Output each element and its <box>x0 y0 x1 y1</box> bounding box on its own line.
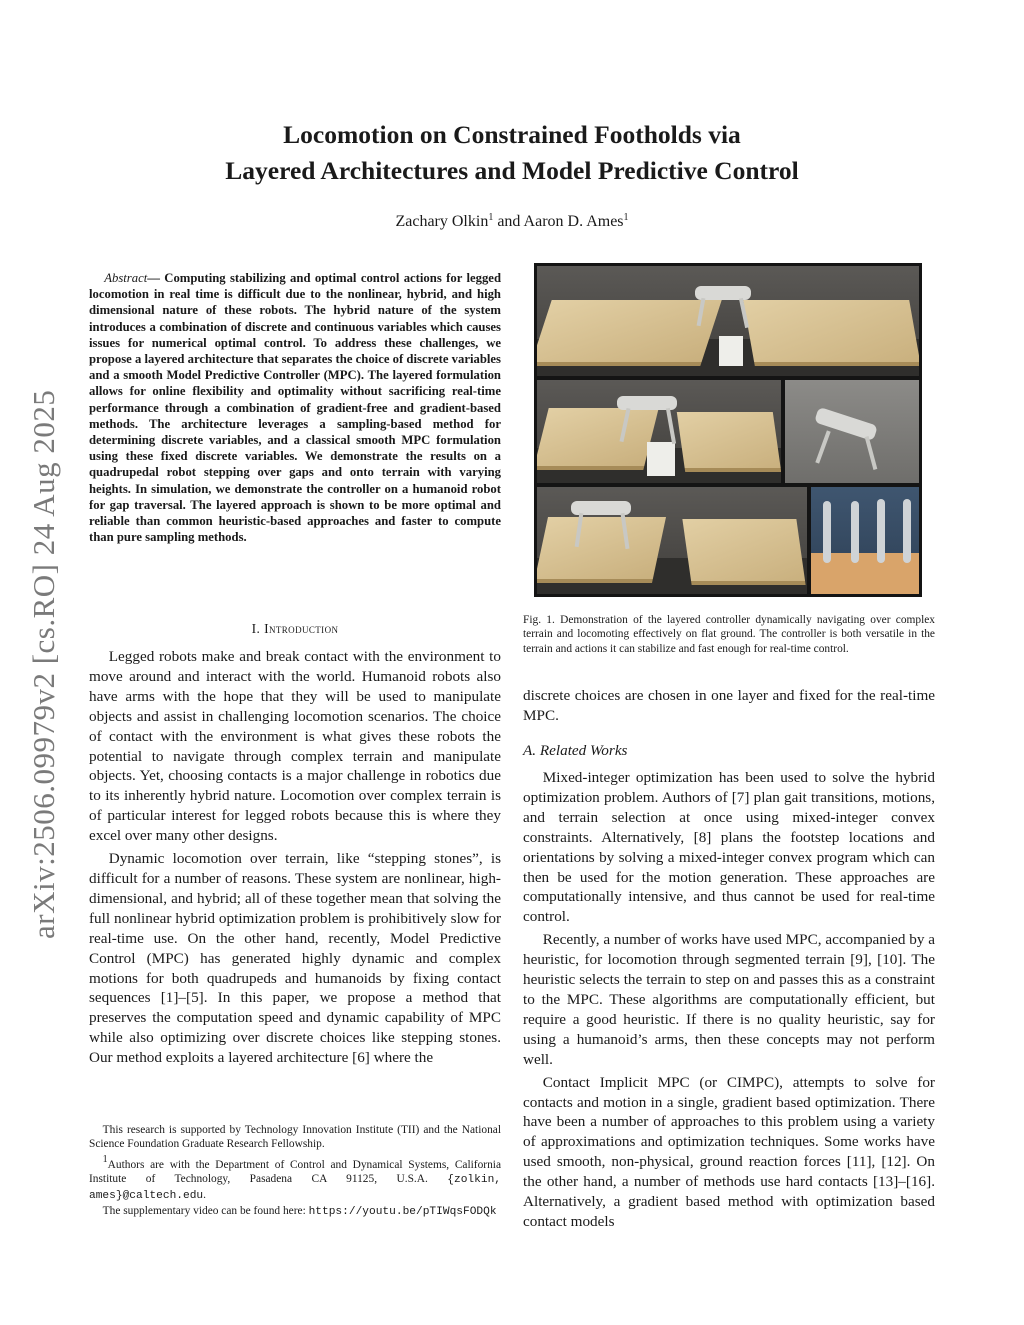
footnote-affiliation-end: . <box>203 1188 206 1201</box>
photo-quadruped-gap-traversal <box>537 487 807 594</box>
figure-1-caption: Fig. 1. Demonstration of the layered controller dynamically navigating over complex terrain and locomoting effectively on flat ground. The controller is both versatile in the terrain and actions it can stabilize and fast enough for real-time control. <box>523 614 935 655</box>
title-line-2: Layered Architectures and Model Predictive Control <box>225 156 799 185</box>
footnote-affiliation-text: Authors are with the Department of Control and Dynamical Systems, California Institute of Technology, Pasadena CA 91125, U.S.A. <box>89 1158 501 1186</box>
right-column-intro-continuation <box>523 686 935 729</box>
abstract-text: — Computing stabilizing and optimal control actions for legged locomotion in real time is difficult due to the nonlinear, hybrid, and high dimensional nature of these robots. The hybrid nature of the system introduces a combination of discrete and continuous variables which causes issues for numerical optimal control. To address these challenges, we propose a layered architecture that separates the choice of discrete variables and a smooth Model Predictive Controller (MPC). The layered formulation allows for online flexibility and optimality without sacrificing real-time performance through a combination of gradient-free and gradient-based methods. The architecture leverages a sampling-based method for determining discrete variables, and a classical smooth MPC formulation using these fixed discrete variables. We demonstrate the results on a quadrupedal robot stepping over gaps and onto terrain with varying heights. In simulation, we demonstrate the controller on a humanoid robot for gap traversal. The layered approach is shown to be more optimal and reliable than common heuristic-based approaches and faster to compute than pure sampling methods. <box>89 271 501 545</box>
paper-title <box>120 117 904 189</box>
footnote-video-text: The supplementary video can be found here: <box>102 1205 309 1218</box>
footnote-funding: This research is supported by Technology Innovation Institute (TII) and the National Science Foundation Graduate Research Fellowship. <box>89 1124 501 1151</box>
photo-quadruped-flat-ground <box>785 380 919 483</box>
related-works-body <box>523 768 935 1235</box>
related-works-paragraph-2: Recently, a number of works have used MPC, accompanied by a heuristic, for locomotion through segmented terrain [9], [10]. The heuristic selects the terrain to step on and passes this as a constraint to the MPC. These algorithms are computationally efficient, but require a good heuristic. If there is no quality heuristic, say for using a humanoid’s arms, then these concepts may not perform well. <box>523 931 935 1068</box>
footnote-video <box>89 1204 501 1219</box>
arxiv-identifier: arXiv:2506.09979v2 [cs.RO] 24 Aug 2025 <box>26 389 61 939</box>
photo-quadruped-step-up <box>537 380 781 483</box>
affiliation-mark: 1 <box>488 212 494 223</box>
related-works-paragraph-3: Contact Implicit MPC (or CIMPC), attempts to solve for contacts and motion in a single, gradient based optimization. There have been a number of approaches to this problem using a variety of approximations and optimization techniques. Some works have used smooth, non-physical, ground reaction forces [11], [12]. On the other hand, a number of methods use hard contacts [13]–[16]. Alternatively, a gradient based method with optimization based contact models <box>523 1073 935 1230</box>
footnote-mark: 1 <box>102 1153 108 1165</box>
figure-1-photo-collage <box>534 263 922 597</box>
abstract <box>89 270 501 545</box>
section-heading-introduction <box>89 621 501 637</box>
intro-paragraph-2: Dynamic locomotion over terrain, like “stepping stones”, is difficult for a number of reasons. These system are nonlinear, high-dimensional, and hybrid; all of these together mean that solving the full nonlinear hybrid optimization problem is prohibitively slow for real-time use. On the other hand, recently, Model Predictive Control (MPC) has generated highly dynamic and complex motions for both quadrupeds and humanoids by fixing contact sequences [1]–[5]. In this paper, we propose a method that preserves the computation speed and dynamic capability of MPC while also optimizing over discrete choices like stepping stones. Our method exploits a layered architecture [6] where the <box>89 850 501 1067</box>
footnotes <box>89 1123 501 1220</box>
author-list <box>120 212 904 231</box>
author-emails: {zolkin, ames}@caltech.edu <box>89 1174 501 1202</box>
video-link[interactable]: https://youtu.be/pTIWqsFODQk <box>308 1206 497 1219</box>
author-connector: and <box>493 213 524 230</box>
affiliation-mark: 1 <box>623 212 629 223</box>
intro-paragraph-1: Legged robots make and break contact with the environment to move around and interact with the world. Humanoid robots also have arms with the hope that they will be used to manipulate objects and assist in challenging locomotion scenarios. The choice of contact with the environment is what gives these robots the potential to navigate through complex terrain and manipulate objects. Yet, choosing contacts is a major challenge in robotics due to its inherently hybrid nature. Locomotion over complex terrain is of particular interest for legged robots because this is where they excel over many other designs. <box>89 648 501 845</box>
section-numeral: I. <box>251 621 265 636</box>
abstract-label: Abstract <box>104 271 148 285</box>
subsection-heading-related-works: A. Related Works <box>523 742 628 759</box>
photo-humanoid-simulation <box>811 487 919 594</box>
related-works-paragraph-1: Mixed-integer optimization has been used to solve the hybrid optimization problem. Authors of [7] plan gait transitions, motions, and terrain selection at once using mixed-integer convex constraints. Alternatively, [8] plans the footstep locations and orientations by solving a mixed-integer convex program which can then be used for the motion generation. These approaches are computationally intensive, and thus cannot be used for real-time control. <box>523 769 935 926</box>
section-title: Introduction <box>264 621 339 636</box>
title-line-1: Locomotion on Constrained Footholds via <box>283 120 741 149</box>
introduction-body <box>89 647 501 1071</box>
author-olkin: Zachary Olkin <box>395 213 489 230</box>
footnote-affiliation <box>89 1153 501 1203</box>
intro-paragraph-continued: discrete choices are chosen in one layer and fixed for the real-time MPC. <box>523 687 935 724</box>
photo-quadruped-gap-wide <box>537 266 919 376</box>
author-ames: Aaron D. Ames <box>523 213 624 230</box>
